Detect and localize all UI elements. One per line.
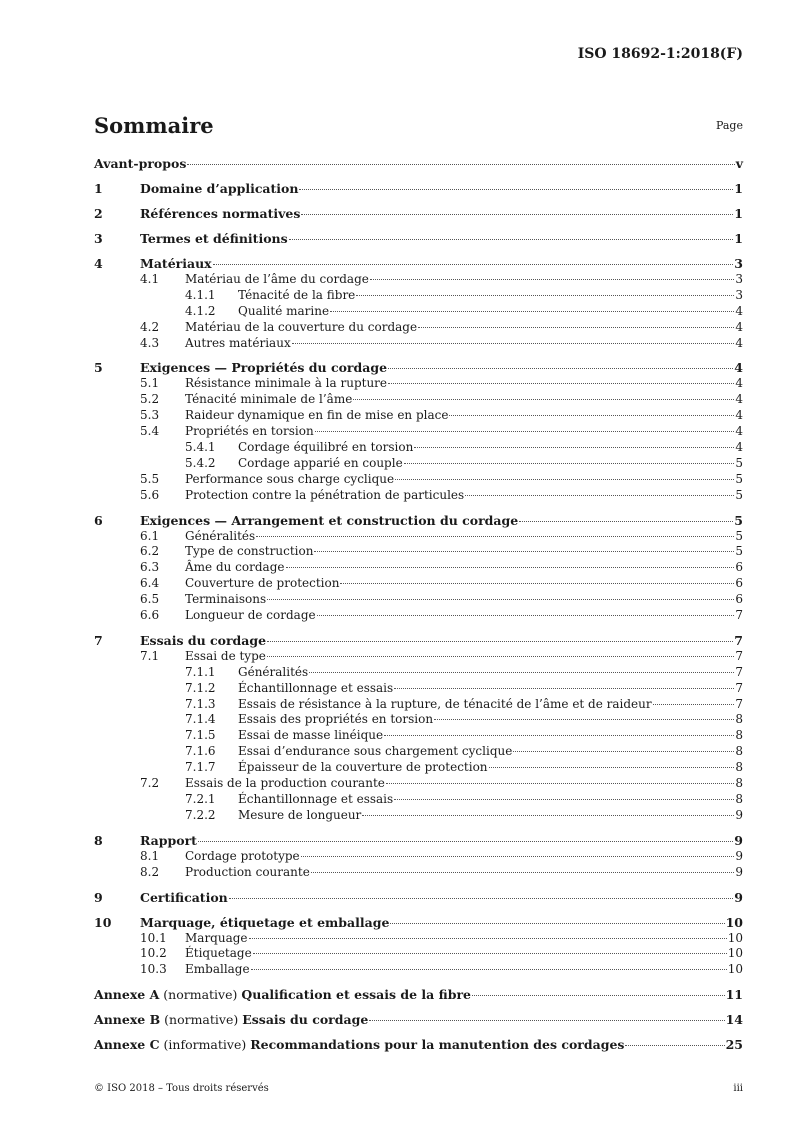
toc-entry-5-3[interactable] — [94, 408, 743, 424]
toc-entry-page: 3 — [735, 272, 743, 286]
toc-entry-page: 14 — [725, 1012, 743, 1028]
toc-entry-title: Essais de résistance à la rupture, de ténacité de l’âme et de raideur — [238, 696, 652, 711]
leader-dots — [388, 383, 734, 384]
leader-dots — [267, 641, 733, 642]
toc-entry-number: 5.5 — [140, 471, 160, 486]
toc-entry-number: 7.1.1 — [185, 664, 216, 679]
toc-entry-number: 10.2 — [140, 946, 167, 961]
toc-entry-page: 7 — [735, 608, 743, 623]
toc-entry-title: Généralités — [238, 664, 309, 679]
toc-entry-page: 8 — [735, 712, 743, 727]
toc-entry-9[interactable] — [94, 890, 743, 906]
toc-entry-page: 4 — [735, 335, 743, 350]
toc-entry-page: 7 — [735, 680, 743, 695]
toc-entry-number: 5.2 — [140, 392, 160, 407]
leader-dots — [465, 495, 734, 496]
toc-entry-page: 10 — [725, 914, 743, 930]
toc-entry-4-3[interactable] — [94, 336, 743, 352]
toc-entry-4-1[interactable] — [94, 272, 743, 288]
toc-entry-number: 7.2.2 — [185, 807, 216, 822]
toc-entry-3[interactable] — [94, 231, 743, 247]
toc-entry-number: 4.1 — [140, 272, 160, 286]
toc-entry-page: 5 — [735, 487, 743, 502]
toc-entry-number: 9 — [94, 889, 103, 905]
toc-entry-title: Épaisseur de la couverture de protection — [238, 760, 488, 775]
toc-entry-number: 5.4.2 — [185, 455, 216, 470]
toc-entry-title: Matériaux — [140, 256, 212, 271]
toc-entry-10-1[interactable] — [94, 931, 743, 947]
toc-entry-5-5[interactable] — [94, 472, 743, 488]
toc-entry-page: 1 — [734, 231, 743, 246]
toc-entry-number: 7.1.6 — [185, 744, 216, 759]
toc-entry-page: 6 — [735, 576, 743, 591]
leader-dots — [369, 1020, 724, 1021]
leader-dots — [390, 923, 724, 924]
toc-entry-number: 4.1.2 — [185, 303, 216, 318]
leader-dots — [489, 767, 735, 768]
leader-dots — [267, 656, 734, 657]
toc-entry-7-1-3[interactable] — [94, 697, 743, 713]
document-id: ISO 18692-1:2018(F) — [577, 46, 743, 62]
toc-entry-number: 10.1 — [140, 930, 167, 945]
leader-dots — [299, 189, 733, 190]
leader-dots — [187, 164, 734, 165]
toc-entry-10[interactable] — [94, 915, 743, 931]
toc-entry-page: 3 — [734, 256, 743, 271]
toc-entry-number: 7.1.5 — [185, 728, 216, 743]
toc-entry-page: 6 — [735, 560, 743, 575]
annex-kind: (normative) — [163, 987, 238, 1003]
toc-entry-number: 2 — [94, 206, 103, 221]
toc-entry-number: 6.5 — [140, 592, 160, 607]
leader-dots — [434, 719, 734, 720]
leader-dots — [256, 536, 734, 537]
toc-entry-number: 5.4.1 — [185, 440, 216, 455]
toc-entry-number: 8.1 — [140, 848, 160, 863]
toc-entry-page: 5 — [735, 544, 743, 559]
toc-entry-title: Exigences — Propriétés du cordage — [140, 360, 388, 376]
toc-entry-number: 8 — [94, 832, 103, 848]
toc-entry-number: 7.1 — [140, 648, 160, 663]
toc-entry-title: Exigences — Arrangement et construction du cordage — [140, 512, 519, 528]
toc-entry-annex-c[interactable] — [94, 1037, 743, 1053]
toc-entry-page: 10 — [727, 946, 743, 961]
page-column-label: Page — [715, 119, 743, 132]
toc-entry-5-4-2[interactable] — [94, 456, 743, 472]
toc-entry-number: 6.6 — [140, 608, 160, 623]
toc-entry-page: 8 — [735, 760, 743, 775]
toc-entry-number: 7.1.3 — [185, 696, 216, 711]
leader-dots — [418, 327, 734, 328]
toc-entry-title: Essai de type — [185, 648, 266, 663]
toc-entry-8-2[interactable] — [94, 865, 743, 881]
toc-entry-page: 25 — [725, 1037, 743, 1053]
toc-entry-title: Matériau de la couverture du cordage — [185, 319, 418, 334]
toc-entry-7-2-2[interactable] — [94, 808, 743, 824]
leader-dots — [414, 447, 734, 448]
leader-dots — [229, 898, 734, 899]
toc-entry-page: 4 — [735, 376, 743, 391]
toc-entry-title: Avant-propos — [94, 156, 187, 171]
leader-dots — [449, 415, 734, 416]
toc-entry-number: 10.3 — [140, 962, 167, 977]
toc-entry-7-1-6[interactable] — [94, 744, 743, 760]
toc-entry-page: 9 — [735, 848, 743, 863]
toc-entry-5-4-1[interactable] — [94, 440, 743, 456]
toc-entry-10-2[interactable] — [94, 946, 743, 962]
toc-entry-number: 5.4 — [140, 424, 160, 439]
toc-entry-page: 4 — [735, 408, 743, 423]
toc-entry-number: 7.2 — [140, 776, 160, 791]
leader-dots — [213, 264, 734, 265]
toc-entry-title: Ténacité de la fibre — [238, 287, 356, 302]
toc-entry-title: Autres matériaux — [185, 335, 291, 350]
toc-entry-1[interactable] — [94, 181, 743, 197]
leader-dots — [315, 431, 735, 432]
toc-entry-title: Généralités — [185, 528, 256, 543]
toc-entry-7-1-4[interactable] — [94, 712, 743, 728]
toc-entry-page: 8 — [735, 744, 743, 759]
toc-entry-title: Essais du cordage — [140, 632, 267, 648]
toc-entry-page: 9 — [735, 807, 743, 822]
toc-entry-title: Domaine d’application — [140, 181, 299, 196]
leader-dots — [513, 751, 734, 752]
annex-title: Qualification et essais de la fibre — [241, 987, 471, 1003]
leader-dots — [311, 872, 735, 873]
leader-dots — [249, 938, 727, 939]
footer-page-number: iii — [733, 1083, 743, 1094]
toc-entry-title: Essais de la production courante — [185, 776, 385, 791]
toc-entry-5-4[interactable] — [94, 424, 743, 440]
toc-entry-number: 10 — [94, 914, 112, 930]
toc-entry-page: 4 — [735, 392, 743, 407]
toc-entry-title: Production courante — [185, 864, 310, 879]
toc-entry-number: 6.4 — [140, 576, 160, 591]
leader-dots — [301, 856, 735, 857]
toc-entry-number: 1 — [94, 181, 103, 196]
leader-dots — [317, 615, 735, 616]
toc-entry-page: 5 — [735, 455, 743, 470]
leader-dots — [519, 521, 733, 522]
annex-title: Recommandations pour la manutention des cordages — [250, 1037, 625, 1053]
toc-entry-page: 1 — [734, 181, 743, 196]
leader-dots — [292, 343, 735, 344]
table-of-contents — [94, 156, 743, 1053]
annex-label: Annexe A — [94, 987, 160, 1003]
toc-entry-page: v — [735, 156, 743, 171]
leader-dots — [356, 295, 734, 296]
toc-entry-page: 10 — [727, 962, 743, 977]
toc-entry-title: Mesure de longueur — [238, 807, 362, 822]
toc-entry-title: Couverture de protection — [185, 576, 340, 591]
toc-entry-title: Performance sous charge cyclique — [185, 471, 395, 486]
toc-entry-6-1[interactable] — [94, 529, 743, 545]
toc-entry-page: 3 — [735, 287, 743, 302]
toc-entry-page: 4 — [735, 303, 743, 318]
toc-entry-number: 4.3 — [140, 335, 160, 350]
leader-dots — [289, 239, 734, 240]
toc-entry-page: 5 — [735, 471, 743, 486]
toc-entry-number: 4 — [94, 256, 103, 271]
toc-entry-page: 7 — [734, 632, 743, 648]
toc-entry-number: 5 — [94, 360, 103, 376]
leader-dots — [394, 799, 734, 800]
toc-entry-7-2[interactable] — [94, 776, 743, 792]
toc-entry-4[interactable] — [94, 256, 743, 272]
annex-title: Essais du cordage — [242, 1012, 369, 1028]
toc-entry-title: Références normatives — [140, 206, 301, 221]
leader-dots — [286, 567, 735, 568]
toc-entry-title: Raideur dynamique en fin de mise en place — [185, 408, 449, 423]
toc-entry-number: 4.2 — [140, 319, 160, 334]
toc-entry-title: Âme du cordage — [185, 560, 285, 575]
toc-entry-title: Cordage apparié en couple — [238, 455, 403, 470]
toc-entry-6-5[interactable] — [94, 592, 743, 608]
toc-entry-page: 5 — [735, 528, 743, 543]
toc-entry-title: Cordage équilibré en torsion — [238, 440, 414, 455]
toc-entry-5[interactable] — [94, 360, 743, 376]
toc-entry-number: 6.1 — [140, 528, 160, 543]
toc-entry-number: 8.2 — [140, 864, 160, 879]
toc-entry-title: Résistance minimale à la rupture — [185, 376, 388, 391]
toc-entry-6-4[interactable] — [94, 576, 743, 592]
toc-entry-title: Échantillonnage et essais — [238, 791, 394, 806]
toc-entry-page: 10 — [727, 930, 743, 945]
toc-entry-page: 8 — [735, 728, 743, 743]
toc-entry-number: 5.6 — [140, 487, 160, 502]
toc-entry-5-6[interactable] — [94, 488, 743, 504]
toc-entry-page: 9 — [734, 889, 743, 905]
toc-entry-title: Type de construction — [185, 544, 314, 559]
leader-dots — [472, 995, 725, 996]
toc-entry-title: Qualité marine — [238, 303, 330, 318]
toc-entry-8[interactable] — [94, 833, 743, 849]
toc-entry-2[interactable] — [94, 206, 743, 222]
leader-dots — [370, 279, 734, 280]
toc-entry-page: 4 — [735, 319, 743, 334]
toc-entry-title: Étiquetage — [185, 946, 252, 961]
toc-entry-7-1[interactable] — [94, 649, 743, 665]
toc-entry-number: 5.3 — [140, 408, 160, 423]
toc-entry-7[interactable] — [94, 633, 743, 649]
toc-entry-title: Protection contre la pénétration de particules — [185, 487, 465, 502]
toc-entry-number: 7.2.1 — [185, 791, 216, 806]
annex-kind: (normative) — [164, 1012, 239, 1028]
leader-dots — [309, 672, 734, 673]
toc-entry-annex-b[interactable] — [94, 1012, 743, 1028]
toc-entry-page: 7 — [735, 696, 743, 711]
toc-entry-page: 7 — [735, 648, 743, 663]
toc-entry-title: Essai de masse linéique — [238, 728, 384, 743]
toc-entry-4-2[interactable] — [94, 320, 743, 336]
annex-label: Annexe C — [94, 1037, 160, 1053]
toc-entry-7-1-1[interactable] — [94, 665, 743, 681]
toc-entry-title: Matériau de l’âme du cordage — [185, 272, 369, 286]
toc-entry-number: 6.3 — [140, 560, 160, 575]
toc-entry-title: Marquage, étiquetage et emballage — [140, 914, 390, 930]
leader-dots — [386, 783, 734, 784]
leader-dots — [625, 1045, 724, 1046]
leader-dots — [301, 214, 733, 215]
toc-entry-page: 9 — [735, 864, 743, 879]
toc-entry-number: 3 — [94, 231, 103, 246]
leader-dots — [384, 735, 734, 736]
toc-entry-6[interactable] — [94, 513, 743, 529]
toc-entry-title: Termes et définitions — [140, 231, 288, 246]
leader-dots — [251, 969, 727, 970]
toc-entry-title: Emballage — [185, 962, 250, 977]
toc-entry-4-1-1[interactable] — [94, 288, 743, 304]
toc-entry-4-1-2[interactable] — [94, 304, 743, 320]
toc-entry-7-1-7[interactable] — [94, 760, 743, 776]
toc-entry-number: 6 — [94, 512, 103, 528]
toc-entry-number: 7.1.7 — [185, 760, 216, 775]
toc-entry-5-2[interactable] — [94, 392, 743, 408]
toc-entry-title: Marquage — [185, 930, 248, 945]
toc-entry-page: 8 — [735, 776, 743, 791]
toc-entry-title: Échantillonnage et essais — [238, 680, 394, 695]
toc-entry-page: 6 — [735, 592, 743, 607]
toc-entry-annex-a[interactable] — [94, 987, 743, 1003]
toc-entry-title: Cordage prototype — [185, 848, 300, 863]
toc-entry-5-1[interactable] — [94, 376, 743, 392]
toc-entry-8-1[interactable] — [94, 849, 743, 865]
leader-dots — [394, 688, 734, 689]
leader-dots — [362, 815, 734, 816]
toc-entry-10-3[interactable] — [94, 962, 743, 978]
leader-dots — [314, 551, 734, 552]
footer-copyright: © ISO 2018 – Tous droits réservés — [94, 1083, 269, 1094]
toc-entry-page: 4 — [735, 440, 743, 455]
toc-entry-page: 9 — [734, 832, 743, 848]
toc-entry-page: 4 — [735, 424, 743, 439]
toc-entry-page: 11 — [725, 987, 743, 1003]
toc-entry-title: Longueur de cordage — [185, 608, 316, 623]
leader-dots — [253, 953, 727, 954]
toc-entry-title: Terminaisons — [185, 592, 267, 607]
leader-dots — [198, 841, 733, 842]
toc-entry-avant-propos[interactable] — [94, 156, 743, 172]
toc-entry-page: 7 — [735, 664, 743, 679]
toc-entry-number: 7.1.4 — [185, 712, 216, 727]
toc-entry-title: Ténacité minimale de l’âme — [185, 392, 353, 407]
annex-kind: (informative) — [163, 1037, 247, 1053]
page-title: Sommaire — [94, 113, 214, 138]
toc-entry-page: 1 — [734, 206, 743, 221]
toc-entry-title: Propriétés en torsion — [185, 424, 314, 439]
toc-entry-title: Rapport — [140, 832, 197, 848]
leader-dots — [388, 368, 733, 369]
toc-entry-number: 4.1.1 — [185, 287, 216, 302]
toc-entry-6-3[interactable] — [94, 560, 743, 576]
toc-entry-page: 8 — [735, 791, 743, 806]
toc-entry-number: 7.1.2 — [185, 680, 216, 695]
annex-label: Annexe B — [94, 1012, 161, 1028]
leader-dots — [653, 704, 735, 705]
leader-dots — [340, 583, 734, 584]
leader-dots — [353, 399, 734, 400]
toc-entry-6-2[interactable] — [94, 544, 743, 560]
leader-dots — [267, 599, 734, 600]
toc-entry-number: 5.1 — [140, 376, 160, 391]
toc-entry-page: 4 — [734, 360, 743, 376]
leader-dots — [395, 479, 734, 480]
toc-entry-page: 5 — [734, 512, 743, 528]
toc-entry-title: Essais des propriétés en torsion — [238, 712, 434, 727]
toc-entry-7-1-5[interactable] — [94, 728, 743, 744]
toc-entry-title: Certification — [140, 889, 228, 905]
toc-entry-number: 7 — [94, 632, 103, 648]
leader-dots — [330, 311, 734, 312]
toc-entry-title: Essai d’endurance sous chargement cyclique — [238, 744, 513, 759]
leader-dots — [404, 463, 735, 464]
toc-entry-7-2-1[interactable] — [94, 792, 743, 808]
toc-entry-6-6[interactable] — [94, 608, 743, 624]
toc-entry-7-1-2[interactable] — [94, 681, 743, 697]
toc-entry-number: 6.2 — [140, 544, 160, 559]
